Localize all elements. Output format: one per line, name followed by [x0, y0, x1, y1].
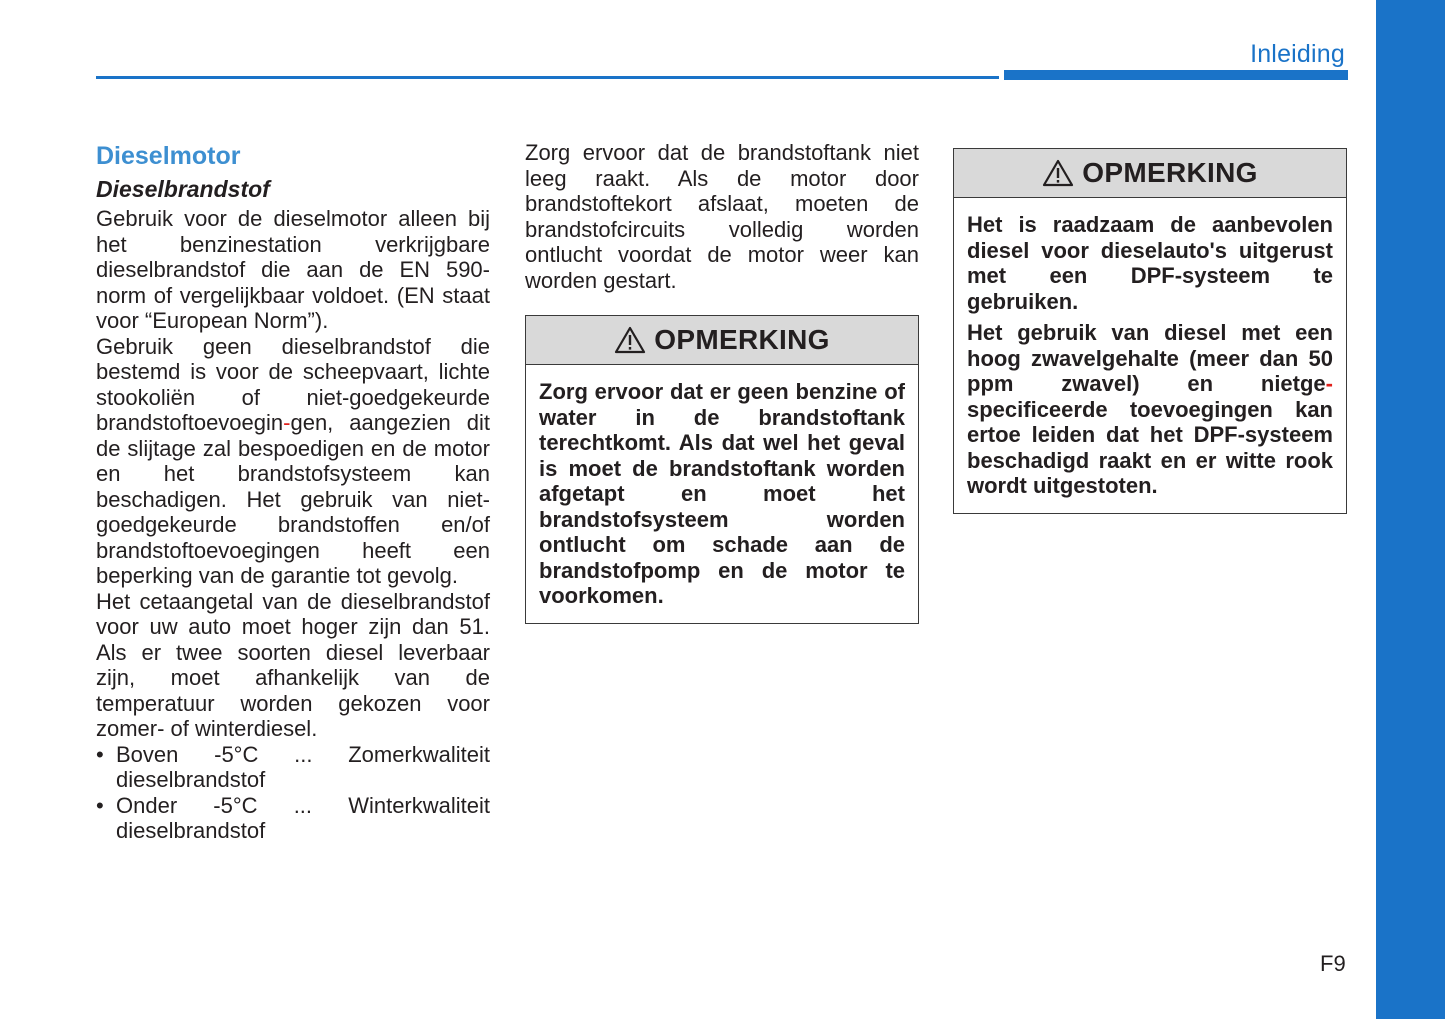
list-item: • Onder -5°C ... Winterkwaliteit dieselbrandstof [96, 793, 490, 844]
notice-title: OPMERKING [1082, 157, 1258, 189]
hyphen-mark: - [1325, 371, 1333, 396]
temperature-list [96, 742, 490, 844]
notice-title: OPMERKING [654, 324, 830, 356]
notice-body [526, 365, 918, 623]
paragraph-fuel-norm: Gebruik voor de dieselmotor alleen bij het benzinestation verkrijgbare dieselbrandstof die aan de EN 590-norm of vergelijkbaar voldoet. (EN staat voor “European Norm”). [96, 206, 490, 333]
header-rule-thick [1004, 70, 1348, 80]
warning-triangle-icon [1042, 159, 1074, 187]
warning-triangle-icon [614, 326, 646, 354]
notice-body [954, 198, 1346, 513]
hyphen-mark: - [283, 410, 291, 435]
notice-header [954, 149, 1346, 198]
list-item: • Boven -5°C ... Zomerkwaliteit dieselbrandstof [96, 742, 490, 793]
subsection-title: Dieselbrandstof [96, 176, 270, 202]
notice-text: Het gebruik van diesel met een hoog zwavelgehalte (meer dan 50 ppm zwavel) en nietge [967, 320, 1333, 396]
header-rule-thin [96, 76, 999, 79]
side-color-bar [1376, 0, 1445, 1019]
section-title: Dieselmotor [96, 142, 241, 170]
notice-text-dpf: Het is raadzaam de aanbevolen diesel voor dieselauto's uitgerust met een DPF-systeem te gebruiken. [967, 212, 1333, 314]
column-right [953, 148, 1347, 514]
notice-header [526, 316, 918, 365]
notice-text-sulfur [967, 320, 1333, 499]
column-left [96, 140, 490, 844]
notice-text: Zorg ervoor dat er geen benzine of water in de brandstoftank terechtkomt. Als dat wel het geval is moet de brandstoftank worden afgetapt en moet het brandstofsysteem worden ontlucht om schade aan de brandstofpomp en de motor te voorkomen. [539, 379, 905, 608]
column-middle [525, 140, 919, 624]
page-number: F9 [1320, 951, 1346, 976]
paragraph-tank: Zorg ervoor dat de brandstoftank niet leeg raakt. Als de motor door brandstoftekort afslaat, moeten de brandstofcircuits volledig worden ontlucht voordat de motor weer kan worden gestart. [525, 140, 919, 293]
paragraph-text: gen, aangezien dit de slijtage zal bespoedigen en de motor en het brandstofsysteem kan beschadigen. Het gebruik van niet-goedgekeurde brandstoffen en/of brandstoftoevoegingen heeft een beperking van de garantie tot gevolg. [96, 410, 490, 588]
paragraph-text: Gebruik geen dieselbrandstof die bestemd is voor de scheepvaart, lichte stookoliën of niet-goedgekeurde brandstoftoevoegin [96, 333, 490, 435]
paragraph-cetane: Het cetaangetal van de dieselbrandstof voor uw auto moet hoger zijn dan 51. Als er twee soorten diesel leverbaar zijn, moet afhankelijk van de temperatuur worden gekozen voor zomer- of winterdiesel. [96, 588, 490, 741]
paragraph-no-ship-fuel [96, 334, 490, 589]
notice-box [525, 315, 919, 624]
notice-box [953, 148, 1347, 514]
notice-text: specificeerde toevoegingen kan ertoe leiden dat het DPF-systeem beschadigd raakt en er witte rook wordt uitgestoten. [967, 396, 1333, 498]
chapter-title: Inleiding [1250, 40, 1345, 68]
